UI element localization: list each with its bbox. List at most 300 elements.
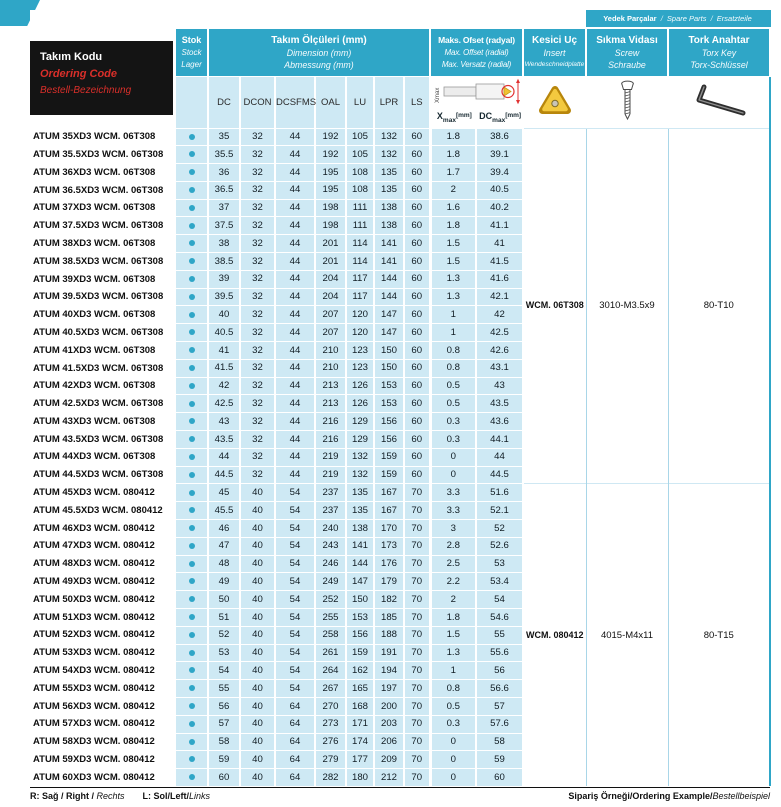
stock-cell (175, 520, 208, 538)
value-dcmax: 44 (476, 448, 523, 466)
stock-label-en: Stock (181, 47, 202, 57)
catalog-page (30, 10, 770, 801)
value-dc: 52 (208, 626, 240, 644)
tool-code: ATUM 43XD3 WCM. 06T308 (30, 413, 175, 431)
value-dcsfms: 44 (275, 466, 315, 484)
value-lu: 153 (346, 609, 374, 627)
stock-cell (175, 359, 208, 377)
value-dcon: 40 (240, 626, 275, 644)
value-oal: 216 (315, 413, 346, 431)
value-dc: 49 (208, 573, 240, 591)
value-lpr: 147 (374, 324, 404, 342)
value-dcmax: 57.6 (476, 715, 523, 733)
value-lu: 114 (346, 253, 374, 271)
value-dcsfms: 44 (275, 413, 315, 431)
value-lpr: 138 (374, 199, 404, 217)
value-dcon: 40 (240, 537, 275, 555)
value-oal: 273 (315, 715, 346, 733)
value-dcon: 40 (240, 769, 275, 787)
value-dc: 43 (208, 413, 240, 431)
torx-label-en: Torx Key (701, 47, 737, 58)
value-dcmax: 44.5 (476, 466, 523, 484)
torx-label-de: Torx-Schlüssel (690, 59, 748, 70)
value-oal: 279 (315, 751, 346, 769)
value-lu: 114 (346, 235, 374, 253)
insert-icon (537, 84, 573, 116)
value-xmax: 0.5 (430, 395, 476, 413)
value-dc: 45.5 (208, 502, 240, 520)
value-xmax: 0 (430, 769, 476, 787)
value-oal: 219 (315, 448, 346, 466)
stock-cell (175, 644, 208, 662)
stock-dot (189, 294, 195, 300)
value-dcon: 40 (240, 555, 275, 573)
value-oal: 201 (315, 235, 346, 253)
value-dcsfms: 64 (275, 715, 315, 733)
stock-dot (189, 134, 195, 140)
tool-code: ATUM 37.5XD3 WCM. 06T308 (30, 217, 175, 235)
value-dcon: 32 (240, 146, 275, 164)
value-lpr: 135 (374, 164, 404, 182)
banner-spacer (30, 10, 586, 28)
value-xmax: 1 (430, 662, 476, 680)
value-dcsfms: 54 (275, 520, 315, 538)
col-ls: LS (404, 76, 430, 128)
col-dc: DC (208, 76, 240, 128)
value-ls: 70 (404, 662, 430, 680)
value-dc: 59 (208, 751, 240, 769)
value-oal: 210 (315, 359, 346, 377)
col-lpr: LPR (374, 76, 404, 128)
value-xmax: 1.5 (430, 626, 476, 644)
stock-dot (189, 756, 195, 762)
value-xmax: 3.3 (430, 502, 476, 520)
value-dc: 43.5 (208, 431, 240, 449)
value-lpr: 150 (374, 342, 404, 360)
value-dcon: 40 (240, 715, 275, 733)
value-lu: 108 (346, 181, 374, 199)
footer-left-hand-de: Links (189, 790, 211, 801)
value-ls: 60 (404, 253, 430, 271)
value-oal: 216 (315, 431, 346, 449)
tool-code: ATUM 45.5XD3 WCM. 080412 (30, 502, 175, 520)
value-dcmax: 41 (476, 235, 523, 253)
stock-dot (189, 685, 195, 691)
stock-dot (189, 312, 195, 318)
value-dcsfms: 44 (275, 288, 315, 306)
value-xmax: 1.8 (430, 128, 476, 146)
value-oal: 249 (315, 573, 346, 591)
screw-code: 4015-M4x11 (586, 484, 668, 787)
value-dcon: 40 (240, 484, 275, 502)
tool-code: ATUM 54XD3 WCM. 080412 (30, 662, 175, 680)
value-lu: 180 (346, 769, 374, 787)
value-dcon: 32 (240, 324, 275, 342)
spare-parts-label-de: Ersatzteile (716, 14, 752, 23)
value-oal: 195 (315, 164, 346, 182)
value-dc: 39.5 (208, 288, 240, 306)
value-dc: 38 (208, 235, 240, 253)
value-xmax: 2.8 (430, 537, 476, 555)
value-xmax: 0 (430, 751, 476, 769)
value-dc: 35 (208, 128, 240, 146)
value-ls: 60 (404, 377, 430, 395)
value-dcsfms: 44 (275, 270, 315, 288)
tool-code: ATUM 35.5XD3 WCM. 06T308 (30, 146, 175, 164)
value-ls: 60 (404, 359, 430, 377)
value-dcon: 40 (240, 751, 275, 769)
value-lu: 168 (346, 698, 374, 716)
value-oal: 210 (315, 342, 346, 360)
value-xmax: 1.3 (430, 288, 476, 306)
value-xmax: 3.3 (430, 484, 476, 502)
value-lpr: 150 (374, 359, 404, 377)
value-oal: 261 (315, 644, 346, 662)
value-ls: 60 (404, 181, 430, 199)
stock-dot (189, 561, 195, 567)
value-dc: 58 (208, 733, 240, 751)
ordering-code-header (30, 28, 175, 128)
value-dcsfms: 54 (275, 662, 315, 680)
value-xmax: 2 (430, 181, 476, 199)
value-dcsfms: 44 (275, 217, 315, 235)
value-xmax: 3 (430, 520, 476, 538)
value-dcon: 32 (240, 164, 275, 182)
torx-code: 80-T10 (668, 128, 770, 484)
value-lpr: 138 (374, 217, 404, 235)
value-ls: 70 (404, 626, 430, 644)
stock-dot (189, 525, 195, 531)
value-dcsfms: 44 (275, 128, 315, 146)
value-lu: 105 (346, 128, 374, 146)
insert-header (523, 28, 586, 76)
screw-label-en: Screw (614, 47, 640, 58)
value-oal: 276 (315, 733, 346, 751)
stock-label-tr: Stok (181, 34, 202, 45)
value-dcon: 40 (240, 573, 275, 591)
value-dcsfms: 64 (275, 751, 315, 769)
value-dcmax: 54 (476, 591, 523, 609)
value-dcmax: 52 (476, 520, 523, 538)
value-dc: 44.5 (208, 466, 240, 484)
value-ls: 70 (404, 751, 430, 769)
tool-code: ATUM 39XD3 WCM. 06T308 (30, 270, 175, 288)
value-dcsfms: 54 (275, 591, 315, 609)
value-lpr: 197 (374, 680, 404, 698)
value-dcmax: 58 (476, 733, 523, 751)
value-lu: 123 (346, 342, 374, 360)
value-dc: 44 (208, 448, 240, 466)
value-dcmax: 56 (476, 662, 523, 680)
value-xmax: 0.8 (430, 359, 476, 377)
col-dcon: DCON (240, 76, 275, 128)
value-ls: 70 (404, 484, 430, 502)
value-oal: 213 (315, 377, 346, 395)
stock-cell (175, 217, 208, 235)
stock-dot (189, 721, 195, 727)
value-dc: 36 (208, 164, 240, 182)
value-xmax: 1.8 (430, 609, 476, 627)
value-lu: 108 (346, 164, 374, 182)
stock-dot (189, 365, 195, 371)
value-dc: 42 (208, 377, 240, 395)
stock-dot (189, 223, 195, 229)
value-ls: 60 (404, 199, 430, 217)
value-dc: 46 (208, 520, 240, 538)
value-dcon: 32 (240, 288, 275, 306)
value-oal: 207 (315, 306, 346, 324)
stock-cell (175, 288, 208, 306)
screw-header (586, 28, 668, 76)
value-xmax: 0.3 (430, 715, 476, 733)
stock-cell (175, 733, 208, 751)
value-oal: 207 (315, 324, 346, 342)
value-dcsfms: 44 (275, 146, 315, 164)
value-dcmax: 53 (476, 555, 523, 573)
value-oal: 201 (315, 253, 346, 271)
value-lu: 150 (346, 591, 374, 609)
value-dcmax: 42.5 (476, 324, 523, 342)
value-ls: 60 (404, 395, 430, 413)
value-dcsfms: 44 (275, 306, 315, 324)
spare-parts-label-tr: Yedek Parçalar (603, 14, 657, 23)
value-dcsfms: 44 (275, 431, 315, 449)
value-dcmax: 41.5 (476, 253, 523, 271)
value-dcsfms: 64 (275, 733, 315, 751)
stock-cell (175, 253, 208, 271)
value-dcon: 32 (240, 413, 275, 431)
value-dc: 48 (208, 555, 240, 573)
stock-cell (175, 128, 208, 146)
value-oal: 198 (315, 199, 346, 217)
stock-cell (175, 164, 208, 182)
value-ls: 60 (404, 466, 430, 484)
value-dcmax: 44.1 (476, 431, 523, 449)
value-dc: 60 (208, 769, 240, 787)
value-dcsfms: 54 (275, 680, 315, 698)
value-ls: 60 (404, 235, 430, 253)
value-ls: 70 (404, 769, 430, 787)
stock-cell (175, 413, 208, 431)
catalog-table (30, 10, 771, 787)
value-ls: 70 (404, 520, 430, 538)
value-lpr: 200 (374, 698, 404, 716)
dimensions-header (208, 28, 430, 76)
value-lpr: 179 (374, 573, 404, 591)
tool-code: ATUM 49XD3 WCM. 080412 (30, 573, 175, 591)
value-dcsfms: 54 (275, 555, 315, 573)
value-lu: 144 (346, 555, 374, 573)
dcmax-label: $DC_{max}[mm]$ (479, 111, 522, 124)
value-dcsfms: 44 (275, 181, 315, 199)
value-dc: 47 (208, 537, 240, 555)
tool-code: ATUM 38.5XD3 WCM. 06T308 (30, 253, 175, 271)
tool-code: ATUM 59XD3 WCM. 080412 (30, 751, 175, 769)
stock-dot (189, 650, 195, 656)
value-dcsfms: 54 (275, 626, 315, 644)
value-lpr: 141 (374, 235, 404, 253)
value-lu: 165 (346, 680, 374, 698)
value-dcon: 32 (240, 306, 275, 324)
insert-label-en: Insert (543, 47, 566, 58)
value-ls: 70 (404, 537, 430, 555)
value-lpr: 170 (374, 520, 404, 538)
value-dcsfms: 44 (275, 448, 315, 466)
value-dcsfms: 44 (275, 395, 315, 413)
value-dcmax: 57 (476, 698, 523, 716)
footer-left-hand-label: L: Sol/Left/ (142, 790, 190, 801)
value-dcon: 40 (240, 733, 275, 751)
value-oal: 267 (315, 680, 346, 698)
value-dc: 56 (208, 698, 240, 716)
value-lpr: 176 (374, 555, 404, 573)
tool-code: ATUM 39.5XD3 WCM. 06T308 (30, 288, 175, 306)
stock-dot (189, 507, 195, 513)
value-lpr: 191 (374, 644, 404, 662)
screw-icon-cell (586, 76, 668, 128)
tool-code: ATUM 52XD3 WCM. 080412 (30, 626, 175, 644)
stock-cell (175, 395, 208, 413)
value-ls: 60 (404, 413, 430, 431)
value-dcon: 40 (240, 698, 275, 716)
tool-code: ATUM 51XD3 WCM. 080412 (30, 609, 175, 627)
value-lpr: 167 (374, 484, 404, 502)
tool-code: ATUM 58XD3 WCM. 080412 (30, 733, 175, 751)
stock-cell (175, 555, 208, 573)
table-row (30, 484, 770, 502)
value-dcsfms: 54 (275, 502, 315, 520)
value-ls: 60 (404, 324, 430, 342)
tool-code: ATUM 43.5XD3 WCM. 06T308 (30, 431, 175, 449)
value-dcon: 32 (240, 217, 275, 235)
value-dcon: 32 (240, 128, 275, 146)
value-dcon: 32 (240, 181, 275, 199)
value-dc: 42.5 (208, 395, 240, 413)
tool-code: ATUM 40.5XD3 WCM. 06T308 (30, 324, 175, 342)
value-dcon: 32 (240, 253, 275, 271)
value-lpr: 132 (374, 146, 404, 164)
value-oal: 237 (315, 484, 346, 502)
value-oal: 195 (315, 181, 346, 199)
value-xmax: 0.8 (430, 342, 476, 360)
value-oal: 255 (315, 609, 346, 627)
tool-code: ATUM 42.5XD3 WCM. 06T308 (30, 395, 175, 413)
stock-cell (175, 466, 208, 484)
value-lu: 156 (346, 626, 374, 644)
value-lu: 129 (346, 413, 374, 431)
value-ls: 70 (404, 573, 430, 591)
tool-code: ATUM 41.5XD3 WCM. 06T308 (30, 359, 175, 377)
tool-code: ATUM 44XD3 WCM. 06T308 (30, 448, 175, 466)
value-dcsfms: 54 (275, 537, 315, 555)
value-dcon: 32 (240, 235, 275, 253)
value-dcsfms: 64 (275, 769, 315, 787)
value-lu: 111 (346, 217, 374, 235)
value-lpr: 173 (374, 537, 404, 555)
screw-label-tr: Sıkma Vidası (596, 34, 658, 46)
screw-icon (619, 79, 636, 121)
insert-code: WCM. 06T308 (523, 128, 586, 484)
value-lu: 126 (346, 395, 374, 413)
torx-header (668, 28, 770, 76)
tool-code: ATUM 45XD3 WCM. 080412 (30, 484, 175, 502)
value-dc: 37.5 (208, 217, 240, 235)
value-lu: 111 (346, 199, 374, 217)
value-oal: 198 (315, 217, 346, 235)
value-ls: 70 (404, 733, 430, 751)
value-ls: 70 (404, 591, 430, 609)
value-dcmax: 55 (476, 626, 523, 644)
value-lu: 123 (346, 359, 374, 377)
value-lpr: 135 (374, 181, 404, 199)
table-row (30, 128, 770, 146)
value-oal: 204 (315, 270, 346, 288)
value-oal: 252 (315, 591, 346, 609)
value-lu: 135 (346, 484, 374, 502)
value-lu: 105 (346, 146, 374, 164)
value-dcsfms: 64 (275, 698, 315, 716)
value-dc: 41.5 (208, 359, 240, 377)
value-xmax: 0.3 (430, 431, 476, 449)
value-xmax: 1.8 (430, 146, 476, 164)
value-dc: 53 (208, 644, 240, 662)
ordering-code-box (30, 41, 173, 115)
stock-subheader-spacer (175, 76, 208, 128)
stock-dot (189, 454, 195, 460)
value-lu: 138 (346, 520, 374, 538)
stock-dot (189, 329, 195, 335)
value-dcsfms: 44 (275, 199, 315, 217)
value-ls: 60 (404, 146, 430, 164)
value-ls: 60 (404, 288, 430, 306)
diagram-xmax-label: Xmax (434, 87, 441, 104)
tool-code: ATUM 38XD3 WCM. 06T308 (30, 235, 175, 253)
value-dcsfms: 44 (275, 359, 315, 377)
value-lpr: 153 (374, 377, 404, 395)
value-xmax: 0.3 (430, 413, 476, 431)
insert-code: WCM. 080412 (523, 484, 586, 787)
dimensions-label-en: Dimension (mm) (286, 47, 352, 58)
value-dcmax: 40.2 (476, 199, 523, 217)
value-dc: 35.5 (208, 146, 240, 164)
value-oal: 213 (315, 395, 346, 413)
separator: / (710, 14, 713, 23)
value-lu: 132 (346, 466, 374, 484)
spare-parts-banner-row (30, 10, 770, 28)
value-lu: 159 (346, 644, 374, 662)
value-lu: 177 (346, 751, 374, 769)
torx-label-tr: Tork Anahtar (688, 34, 750, 46)
value-lpr: 144 (374, 270, 404, 288)
tool-code: ATUM 50XD3 WCM. 080412 (30, 591, 175, 609)
value-ls: 60 (404, 431, 430, 449)
value-lpr: 132 (374, 128, 404, 146)
value-dcon: 32 (240, 395, 275, 413)
value-lpr: 212 (374, 769, 404, 787)
value-dc: 55 (208, 680, 240, 698)
tool-code: ATUM 44.5XD3 WCM. 06T308 (30, 466, 175, 484)
value-lu: 174 (346, 733, 374, 751)
stock-cell (175, 146, 208, 164)
value-dcmax: 39.4 (476, 164, 523, 182)
tool-code: ATUM 60XD3 WCM. 080412 (30, 769, 175, 787)
footer (30, 788, 770, 801)
value-dcmax: 60 (476, 769, 523, 787)
value-lpr: 182 (374, 591, 404, 609)
spare-parts-header (586, 10, 770, 28)
value-xmax: 1.3 (430, 270, 476, 288)
value-oal: 219 (315, 466, 346, 484)
